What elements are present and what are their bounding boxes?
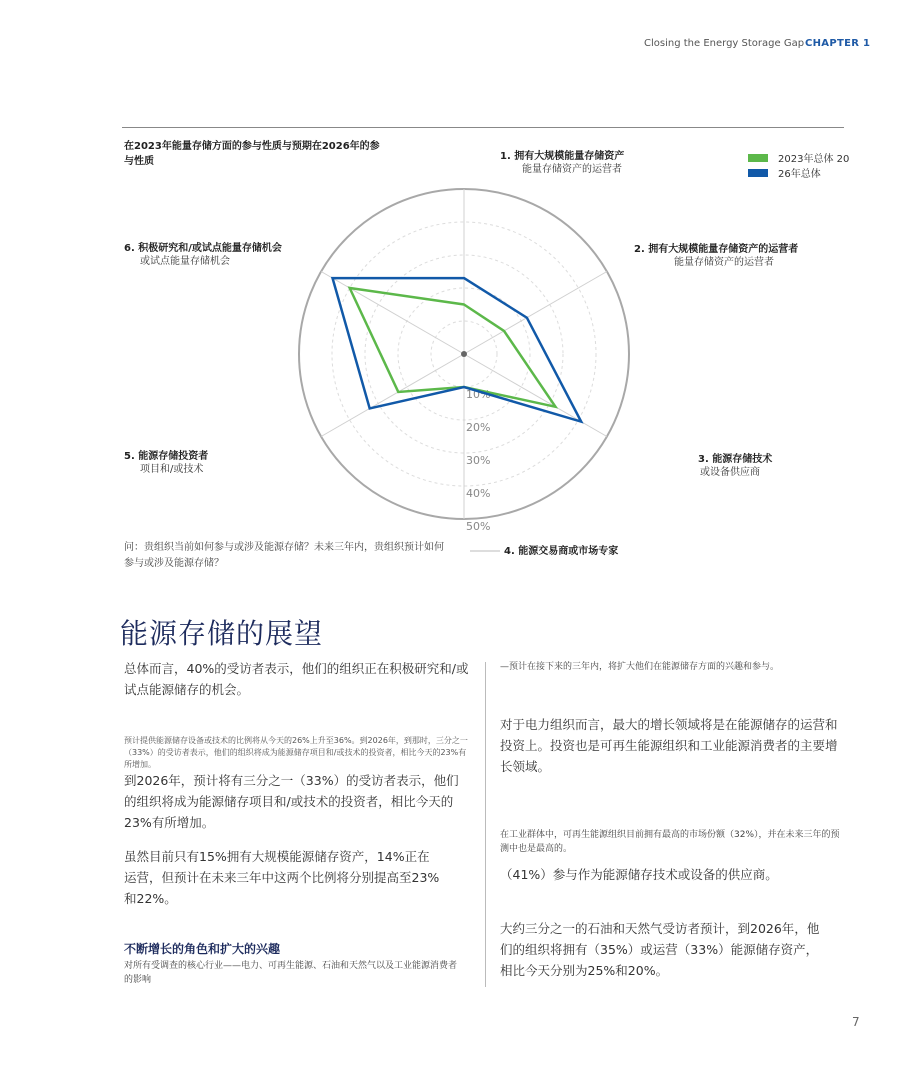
survey-question: 问：贵组织当前如何参与或涉及能源存储？未来三年内，贵组织预计如何参与或涉及能源存储？: [124, 542, 444, 569]
axis-label-2-sub: 能量存储资产的运营者: [674, 257, 774, 268]
left-paragraph-3: 虽然目前只有15%拥有大规模能源储存资产，14%正在运营，但预计在未来三年中这两个比例将分别提高至23%和22%。: [124, 849, 440, 906]
radar-spoke-5: [321, 354, 464, 437]
axis-label-3-sub: 或设备供应商: [700, 467, 760, 478]
right-paragraph-3: 大约三分之一的石油和天然气受访者预计，到2026年，他们的组织将拥有（35%）或运营（33%）能源储存资产，相比今天分别为25%和20%。: [500, 921, 820, 978]
axis-label-6-main: 6. 积极研究和/或试点能量存储机会: [124, 243, 282, 254]
axis-label-4-main: 4. 能源交易商或市场专家: [504, 546, 619, 557]
right-small-text: —预计在接下来的三年内，将扩大他们在能源储存方面的兴趣和参与。: [500, 662, 780, 672]
legend-swatch-2026: [748, 169, 768, 177]
left-paragraph-1: 总体而言，40%的受访者表示，他们的组织正在积极研究和/或试点能源储存的机会。: [124, 661, 469, 697]
radar-r-tick-1: 10%: [466, 388, 491, 401]
right-paragraph-2: （41%）参与作为能源储存技术或设备的供应商。: [500, 867, 778, 882]
axis-label-3-main: 3. 能源存储技术: [698, 454, 773, 465]
document-title: Closing the Energy Storage Gap: [644, 38, 805, 49]
left-small-text: 预计提供能源储存设备或技术的比例将从今天的26%上升至36%。到2026年，到那时，三分之一（33%）的受访者表示，他们的组织将成为能源储存项目和/或技术的投资者，相比今天的23%有所增加。: [124, 736, 468, 769]
subsection-subtitle: 对所有受调查的核心行业——电力、可再生能源、石油和天然气以及工业能源消费者的影响: [124, 961, 458, 985]
legend-swatch-2023: [748, 154, 768, 162]
axis-label-3: [698, 453, 772, 479]
axis-label-4: [504, 545, 618, 558]
legend-label-2026: 26年总体: [778, 169, 821, 180]
axis-label-1-main: 1. 拥有大规模能量存储资产: [500, 151, 625, 162]
axis-label-5-main: 5. 能源存储投资者: [124, 451, 209, 462]
radar-spoke-2: [464, 272, 607, 355]
legend-label-2023: 2023年总体 20: [778, 154, 850, 165]
page-number: 7: [852, 1015, 860, 1029]
radar-r-tick-3: 30%: [466, 454, 491, 467]
right-paragraph-1: 对于电力组织而言，最大的增长领域将是在能源储存的运营和投资上。投资也是可再生能源组织和工业能源消费者的主要增长领域。: [500, 717, 838, 774]
axis-label-6: [124, 242, 282, 268]
legend-item-2023: [748, 150, 849, 165]
left-paragraph-2: 到2026年，预计将有三分之一（33%）的受访者表示，他们的组织将成为能源储存项目和/或技术的投资者，相比今天的23%有所增加。: [124, 773, 459, 830]
chart-legend: [748, 150, 849, 180]
axis-label-2: [634, 243, 798, 269]
chapter-label: CHAPTER 1: [805, 38, 871, 49]
right-note: 在工业群体中，可再生能源组织目前拥有最高的市场份额（32%），并在未来三年的预测中也是最高的。: [500, 830, 840, 854]
radar-r-tick-2: 20%: [466, 421, 491, 434]
axis-label-1-sub: 能量存储资产的运营者: [522, 164, 622, 175]
chart-title: 在2023年能量存储方面的参与性质与预期在2026年的参与性质: [124, 141, 380, 167]
legend-item-2026: [748, 165, 849, 180]
radar-r-tick-4: 40%: [466, 487, 491, 500]
axis-label-5: [124, 450, 208, 476]
column-divider: [485, 662, 486, 987]
axis-label-5-sub: 项目和/或技术: [140, 464, 204, 475]
section-heading-outlook: 能源存储的展望: [120, 617, 324, 650]
axis-label-1: [500, 150, 624, 176]
radar-r-tick-labels: [466, 388, 490, 533]
radar-r-tick-5: 50%: [466, 520, 491, 533]
subsection-heading: 不断增长的角色和扩大的兴趣: [124, 942, 281, 956]
axis-label-6-sub: 或试点能量存储机会: [140, 256, 230, 267]
axis-label-2-main: 2. 拥有大规模能量存储资产的运营者: [634, 244, 799, 255]
radar-center-dot: [461, 351, 467, 357]
